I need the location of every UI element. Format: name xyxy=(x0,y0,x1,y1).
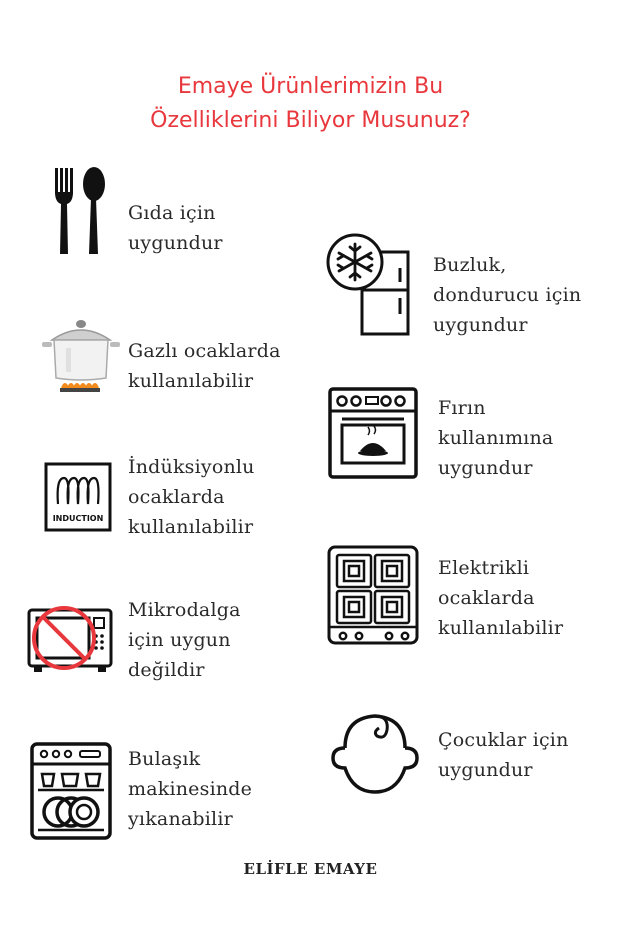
page-title-line-1: Emaye Ürünlerimizin Bu xyxy=(177,74,444,99)
freezer-icon xyxy=(326,232,414,338)
microwave-prohibited-icon xyxy=(26,602,118,674)
feature-label-children: Çocuklar için uygundur xyxy=(438,729,569,781)
feature-label-induction: İndüksiyonlu ocaklarda kullanılabilir xyxy=(128,456,255,538)
brand-footer: ELİFLE EMAYE xyxy=(243,860,378,878)
induction-icon xyxy=(44,462,112,532)
feature-label-electric: Elektrikli ocaklarda kullanılabilir xyxy=(438,557,564,639)
feature-label-microwave: Mikrodalga için uygun değildir xyxy=(128,599,241,681)
dishwasher-icon xyxy=(30,742,112,840)
feature-label-oven: Fırın kullanımına uygundur xyxy=(438,397,554,479)
feature-label-freezer: Buzluk, dondurucu için uygundur xyxy=(433,254,582,336)
svg-text:INDUCTION: INDUCTION xyxy=(52,514,104,523)
feature-label-food: Gıda için uygundur xyxy=(128,202,223,254)
pot-on-gas-icon xyxy=(40,318,122,394)
oven-icon xyxy=(328,387,420,481)
electric-hob-icon xyxy=(327,545,421,647)
feature-label-dishwasher: Bulaşık makinesinde yıkanabilir xyxy=(128,748,253,830)
fork-spoon-icon xyxy=(50,166,110,256)
feature-label-gas: Gazlı ocaklarda kullanılabilir xyxy=(128,340,281,392)
page-title-line-2: Özelliklerini Biliyor Musunuz? xyxy=(150,108,471,133)
baby-head-icon xyxy=(327,712,423,796)
